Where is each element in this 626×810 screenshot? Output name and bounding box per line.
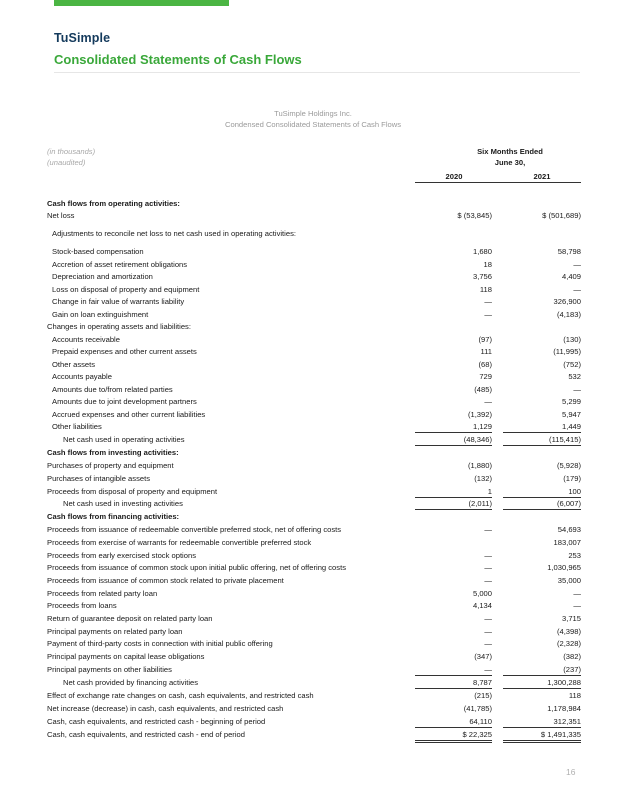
table-row bbox=[0, 638, 626, 651]
row-label: Adjustments to reconcile net loss to net cash used in operating activities: bbox=[52, 229, 296, 238]
value-2021: 54,693 bbox=[557, 525, 581, 534]
value-2020: (132) bbox=[474, 474, 492, 483]
value-2021: (5,928) bbox=[556, 461, 581, 470]
value-2020: (68) bbox=[478, 360, 492, 369]
value-2021: (4,398) bbox=[556, 627, 581, 636]
value-2021: — bbox=[573, 385, 581, 394]
value-2021: 183,007 bbox=[553, 538, 581, 547]
value-2020: (48,346) bbox=[415, 434, 492, 446]
value-2020: 3,756 bbox=[472, 272, 492, 281]
table-row bbox=[0, 703, 626, 716]
table-row bbox=[0, 396, 626, 409]
value-2020: (485) bbox=[474, 385, 492, 394]
unit-note: (in thousands) bbox=[47, 147, 96, 156]
value-2020: — bbox=[484, 297, 492, 306]
value-2021: 58,798 bbox=[557, 247, 581, 256]
value-2021: 118 bbox=[568, 691, 581, 700]
row-label: Cash flows from investing activities: bbox=[47, 448, 179, 457]
row-label: Principal payments on related party loan bbox=[47, 627, 183, 636]
table-row bbox=[0, 321, 626, 334]
value-2020: (97) bbox=[478, 335, 492, 344]
value-2021: 326,900 bbox=[553, 297, 581, 306]
statement-name: Condensed Consolidated Statements of Cash Flows bbox=[224, 120, 402, 129]
row-label: Principal payments on other liabilities bbox=[47, 665, 172, 674]
value-2020: 64,110 bbox=[415, 716, 492, 728]
table-row bbox=[0, 729, 626, 742]
page-number: 16 bbox=[566, 767, 576, 777]
value-2021: 5,947 bbox=[561, 410, 581, 419]
value-2021: (115,415) bbox=[503, 434, 581, 446]
value-2021: (179) bbox=[563, 474, 581, 483]
table-row bbox=[0, 613, 626, 626]
table-row bbox=[0, 346, 626, 359]
value-2020: (347) bbox=[474, 652, 492, 661]
row-label: Net cash used in operating activities bbox=[63, 435, 185, 444]
value-2020: — bbox=[484, 310, 492, 319]
table-row bbox=[0, 246, 626, 259]
table-row bbox=[0, 524, 626, 537]
period-label: Six Months Ended bbox=[477, 147, 543, 156]
row-label: Accounts receivable bbox=[52, 335, 120, 344]
row-label: Stock-based compensation bbox=[52, 247, 144, 256]
value-2020: 111 bbox=[480, 347, 492, 356]
value-2021: (2,328) bbox=[556, 639, 581, 648]
value-2020: — bbox=[484, 525, 492, 534]
value-2020: 729 bbox=[479, 372, 492, 381]
row-label: Net cash provided by financing activities bbox=[63, 678, 199, 687]
row-label: Loss on disposal of property and equipment bbox=[52, 285, 200, 294]
value-2020: — bbox=[484, 614, 492, 623]
value-2020: (215) bbox=[474, 691, 492, 700]
value-2020: 4,134 bbox=[472, 601, 492, 610]
table-row bbox=[0, 651, 626, 664]
value-2021: (130) bbox=[563, 335, 581, 344]
accent-bar bbox=[54, 0, 229, 6]
row-label: Proceeds from issuance of common stock upon initial public offering, net of offering costs bbox=[47, 563, 346, 572]
row-label: Principal payments on capital lease obligations bbox=[47, 652, 205, 661]
table-row bbox=[0, 600, 626, 613]
value-2021: 532 bbox=[568, 372, 581, 381]
value-2021: — bbox=[573, 285, 581, 294]
column-header-2021: 2021 bbox=[533, 172, 551, 181]
table-row bbox=[0, 575, 626, 588]
table-row bbox=[0, 296, 626, 309]
table-row bbox=[0, 434, 626, 447]
row-label: Proceeds from disposal of property and equipment bbox=[47, 487, 218, 496]
table-row bbox=[0, 210, 626, 223]
value-2020: 5,000 bbox=[472, 589, 492, 598]
value-2020: 18 bbox=[483, 260, 492, 269]
company-name: TuSimple bbox=[54, 31, 111, 45]
value-2021: (752) bbox=[563, 360, 581, 369]
table-row bbox=[0, 562, 626, 575]
row-label: Proceeds from related party loan bbox=[47, 589, 158, 598]
value-2021: (11,995) bbox=[553, 347, 581, 356]
row-label: Proceeds from issuance of redeemable convertible preferred stock, net of offering costs bbox=[47, 525, 342, 534]
row-label: Payment of third-party costs in connection with initial public offering bbox=[47, 639, 273, 648]
value-2021: 1,300,288 bbox=[503, 677, 581, 689]
row-label: Net increase (decrease) in cash, cash equivalents, and restricted cash bbox=[47, 704, 284, 713]
table-row bbox=[0, 271, 626, 284]
value-2020: 1,129 bbox=[415, 421, 492, 433]
value-2020: (1,880) bbox=[467, 461, 492, 470]
value-2021: $ (501,689) bbox=[542, 211, 581, 220]
table-row bbox=[0, 498, 626, 511]
value-2021: (4,183) bbox=[556, 310, 581, 319]
row-label: Depreciation and amortization bbox=[52, 272, 153, 281]
row-label: Cash flows from financing activities: bbox=[47, 512, 180, 521]
value-2020: (41,785) bbox=[463, 704, 492, 713]
table-row bbox=[0, 716, 626, 729]
value-2021: — bbox=[573, 601, 581, 610]
value-2021: 5,299 bbox=[561, 397, 581, 406]
row-label: Prepaid expenses and other current assets bbox=[52, 347, 197, 356]
table-row bbox=[0, 677, 626, 690]
row-label: Purchases of property and equipment bbox=[47, 461, 174, 470]
row-label: Changes in operating assets and liabilities: bbox=[47, 322, 191, 331]
row-label: Proceeds from issuance of common stock related to private placement bbox=[47, 576, 284, 585]
table-row bbox=[0, 690, 626, 703]
table-row bbox=[0, 447, 626, 460]
value-2021: — bbox=[573, 589, 581, 598]
row-label: Amounts due to/from related parties bbox=[52, 385, 173, 394]
row-label: Cash, cash equivalents, and restricted cash - end of period bbox=[47, 730, 245, 739]
title-divider bbox=[54, 72, 580, 73]
row-label: Proceeds from early exercised stock options bbox=[47, 551, 196, 560]
value-2021: 312,351 bbox=[503, 716, 581, 728]
value-2021: 1,030,965 bbox=[547, 563, 581, 572]
table-row bbox=[0, 421, 626, 434]
value-2020: 118 bbox=[479, 285, 492, 294]
header-underline bbox=[415, 182, 581, 183]
table-row bbox=[0, 228, 626, 241]
row-label: Cash, cash equivalents, and restricted cash - beginning of period bbox=[47, 717, 266, 726]
value-2021: (382) bbox=[563, 652, 581, 661]
value-2021: 4,409 bbox=[561, 272, 581, 281]
value-2021: 35,000 bbox=[557, 576, 581, 585]
audit-note: (unaudited) bbox=[47, 158, 86, 167]
table-row bbox=[0, 473, 626, 486]
table-row bbox=[0, 511, 626, 524]
value-2020: — bbox=[484, 397, 492, 406]
row-label: Accretion of asset retirement obligations bbox=[52, 260, 188, 269]
value-2021: — bbox=[573, 260, 581, 269]
value-2020: — bbox=[484, 627, 492, 636]
row-label: Net cash used in investing activities bbox=[63, 499, 183, 508]
row-label: Proceeds from loans bbox=[47, 601, 117, 610]
page-title: Consolidated Statements of Cash Flows bbox=[54, 52, 302, 67]
value-2020: $ 22,325 bbox=[415, 729, 492, 743]
value-2021: 1,178,984 bbox=[547, 704, 581, 713]
value-2021: 253 bbox=[568, 551, 581, 560]
row-label: Change in fair value of warrants liability bbox=[52, 297, 185, 306]
value-2021: 100 bbox=[503, 486, 581, 498]
value-2020: (1,392) bbox=[467, 410, 492, 419]
table-row bbox=[0, 664, 626, 677]
row-label: Other assets bbox=[52, 360, 96, 369]
row-label: Accrued expenses and other current liabilities bbox=[52, 410, 206, 419]
value-2020: — bbox=[415, 664, 492, 676]
row-label: Gain on loan extinguishment bbox=[52, 310, 149, 319]
value-2021: 3,715 bbox=[561, 614, 581, 623]
value-2020: — bbox=[484, 639, 492, 648]
row-label: Other liabilities bbox=[52, 422, 102, 431]
row-label: Cash flows from operating activities: bbox=[47, 199, 180, 208]
value-2020: 1 bbox=[415, 486, 492, 498]
value-2020: 8,787 bbox=[415, 677, 492, 689]
value-2020: 1,680 bbox=[472, 247, 492, 256]
value-2021: $ 1,491,335 bbox=[503, 729, 581, 743]
value-2021: (6,007) bbox=[503, 498, 581, 510]
value-2020: $ (53,845) bbox=[457, 211, 492, 220]
row-label: Accounts payable bbox=[52, 372, 112, 381]
value-2021: (237) bbox=[503, 664, 581, 676]
table-row bbox=[0, 537, 626, 550]
table-row bbox=[0, 460, 626, 473]
row-label: Effect of exchange rate changes on cash, cash equivalents, and restricted cash bbox=[47, 691, 314, 700]
value-2020: — bbox=[484, 551, 492, 560]
value-2020: — bbox=[484, 563, 492, 572]
value-2021: 1,449 bbox=[503, 421, 581, 433]
row-label: Purchases of intangible assets bbox=[47, 474, 150, 483]
row-label: Net loss bbox=[47, 211, 75, 220]
column-header-2020: 2020 bbox=[445, 172, 463, 181]
period-date: June 30, bbox=[494, 158, 526, 167]
row-label: Proceeds from exercise of warrants for redeemable convertible preferred stock bbox=[47, 538, 312, 547]
row-label: Return of guarantee deposit on related party loan bbox=[47, 614, 213, 623]
row-label: Amounts due to joint development partners bbox=[52, 397, 197, 406]
statement-entity: TuSimple Holdings Inc. bbox=[274, 109, 352, 118]
table-row bbox=[0, 371, 626, 384]
value-2020: — bbox=[484, 576, 492, 585]
value-2020: (2,011) bbox=[415, 498, 492, 510]
